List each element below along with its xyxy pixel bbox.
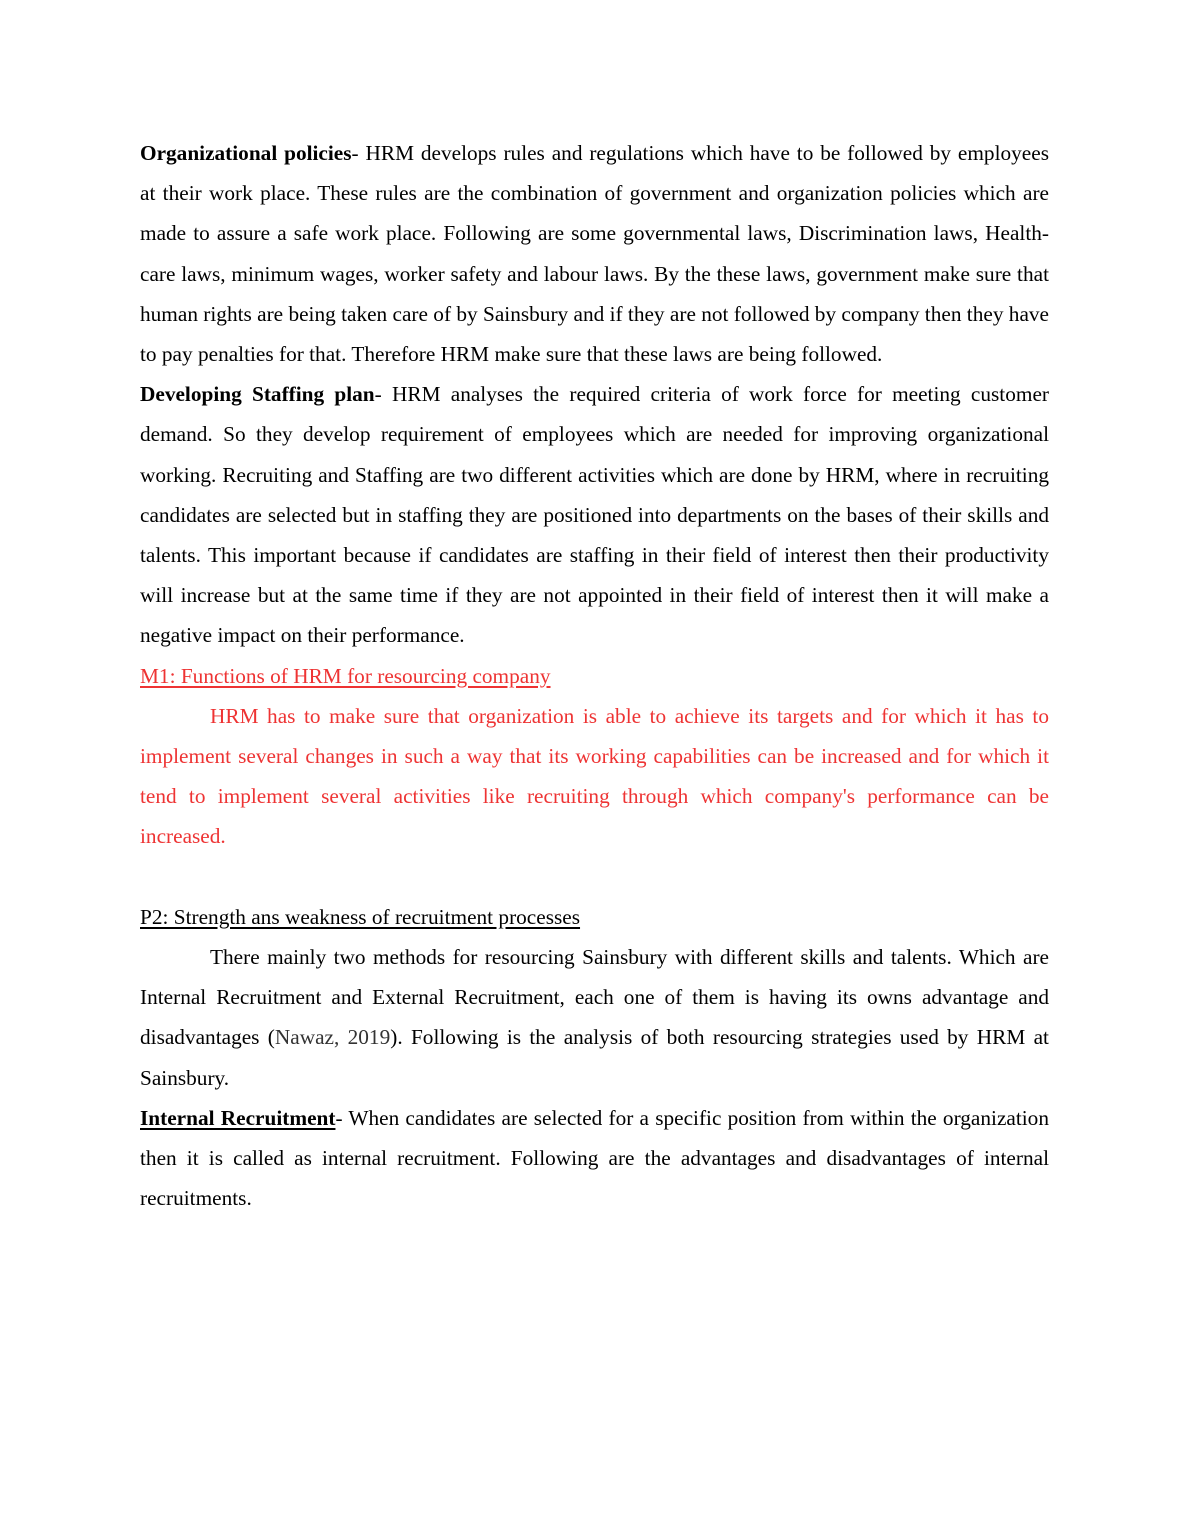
p2-paragraph [140, 937, 1049, 1098]
staffing-plan-heading: Developing Staffing plan [140, 382, 375, 407]
p2-heading-line [140, 897, 1049, 937]
org-policies-heading: Organizational policies [140, 141, 352, 165]
internal-recruitment-paragraph [140, 1098, 1049, 1219]
org-policies-text: - HRM develops rules and regulations which have to be followed by employees at their work place. These rules are the combination of government and organization policies which are made to assure a safe work place. Following are some governmental laws, Discrimination laws, Health-care laws, minimum wages, worker safety and labour laws. By the these laws, government make sure that human rights are being taken care of by Sainsbury and if they are not followed by company then they have to pay penalties for that. Therefore HRM make sure that these laws are being followed. [140, 141, 1049, 367]
p2-text-before: There mainly two methods for resourcing Sainsbury with different skills and talents. Which are Internal Recruitment and External Recruitment, each one of them is having its owns advantage and disadvantages ( [140, 945, 1049, 1050]
internal-recruitment-text: - When candidates are selected for a specific position from within the organization then it is called as internal recruitment. Following are the advantages and disadvantages of internal recruitments. [140, 1105, 1049, 1211]
m1-paragraph: HRM has to make sure that organization is able to achieve its targets and for which it has to implement several changes in such a way that its working capabilities can be increased and for which it tend to implement several activities like recruiting through which company's performance can be increased. [140, 703, 1049, 849]
m1-heading: M1: Functions of HRM for resourcing company [140, 663, 551, 688]
document-page [140, 133, 1049, 1218]
org-policies-paragraph [140, 133, 1049, 374]
staffing-plan-paragraph [140, 374, 1049, 655]
staffing-plan-text: - HRM analyses the required criteria of work force for meeting customer demand. So they develop requirement of employees which are needed for improving organizational working. Recruiting and Staffing are two different activities which are done by HRM, where in recruiting candidates are selected but in staffing they are positioned into departments on the bases of their skills and talents. This important because if candidates are staffing in their field of interest then their productivity will increase but at the same time if they are not appointed in their field of interest then it will make a negative impact on their performance. [140, 382, 1049, 648]
citation: Nawaz, 2019 [274, 1025, 391, 1050]
p2-text-after: ). Following is the analysis of both resourcing strategies used by HRM at Sainsbury. [140, 1025, 1049, 1090]
internal-recruitment-heading: Internal Recruitment [140, 1105, 336, 1130]
blank-line [140, 857, 1049, 897]
m1-heading-line [140, 656, 1049, 696]
p2-heading: P2: Strength ans weakness of recruitment processes [140, 904, 581, 929]
